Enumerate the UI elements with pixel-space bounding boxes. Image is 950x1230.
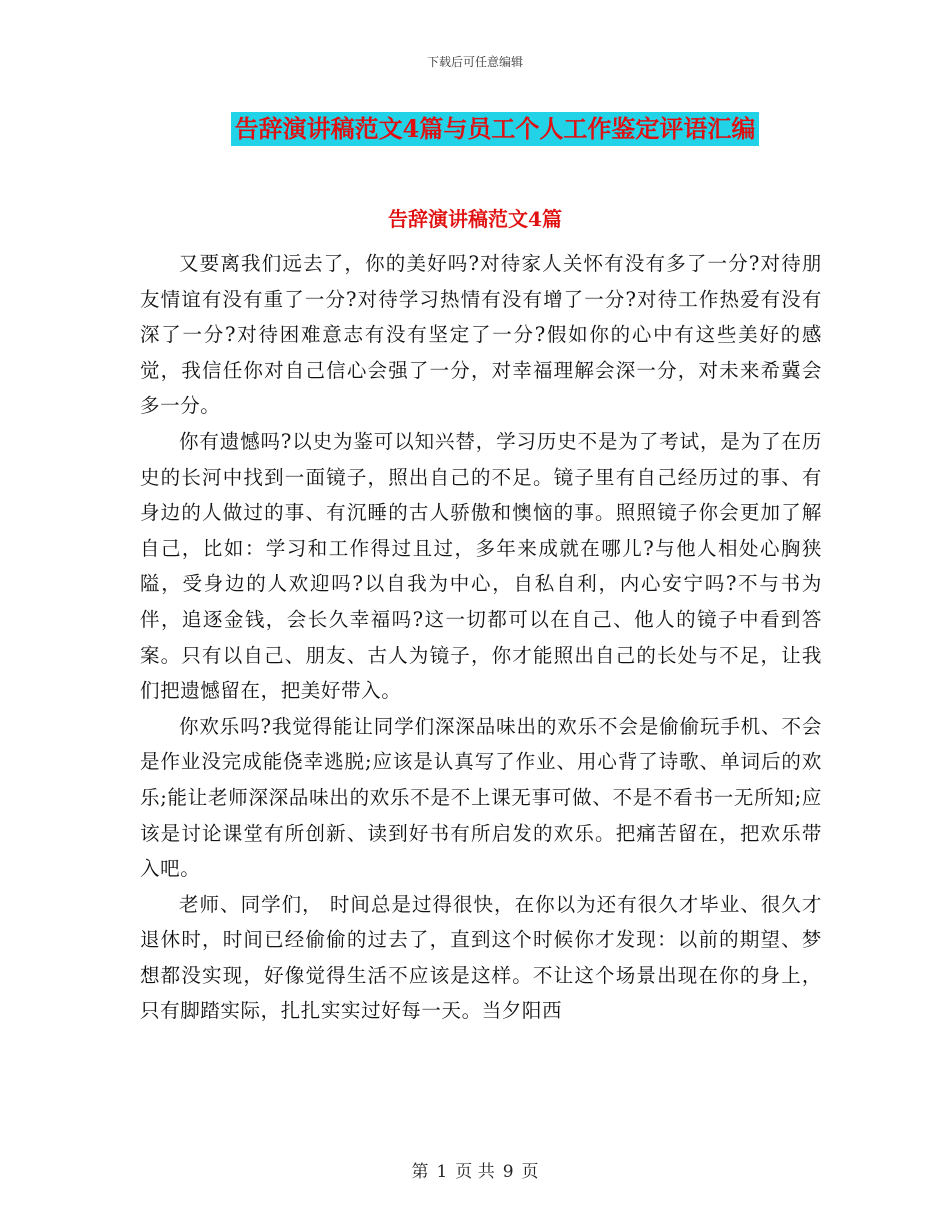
paragraph-4: 老师、同学们， 时间总是过得很快，在你以为还有很久才毕业、很久才退休时，时间已经偷偷的过去了，直到这个时候你才发现：以前的期望、梦想都没实现，好像觉得生活不应该是这样。不让这个场景出现在你的身上，只有脚踏实际，扎扎实实过好每一天。当夕阳西 bbox=[140, 892, 822, 1023]
article-body bbox=[140, 246, 822, 1029]
footer-suffix: 页 bbox=[521, 1162, 539, 1182]
paragraph-1: 又要离我们远去了，你的美好吗?对待家人关怀有没有多了一分?对待朋友情谊有没有重了一分?对待学习热情有没有增了一分?对待工作热爱有没有深了一分?对待困难意志有没有坚定了一分?假如你的心中有这些美好的感觉，我信任你对自己信心会强了一分，对幸福理解会深一分，对未来希冀会多一分。 bbox=[140, 252, 822, 418]
footer-page-number: 1 bbox=[436, 1162, 448, 1182]
main-title-container bbox=[0, 112, 950, 146]
footer-prefix: 第 bbox=[411, 1162, 429, 1182]
footer-total-pages: 9 bbox=[502, 1162, 514, 1182]
section-title: 告辞演讲稿范文4篇 bbox=[388, 207, 562, 231]
document-main-title: 告辞演讲稿范文4篇与员工个人工作鉴定评语汇编 bbox=[231, 112, 760, 146]
header-note: 下载后可任意编辑 bbox=[426, 55, 523, 69]
footer-middle: 页 共 bbox=[455, 1162, 495, 1182]
page-footer bbox=[0, 1157, 950, 1182]
paragraph-3: 你欢乐吗?我觉得能让同学们深深品味出的欢乐不会是偷偷玩手机、不会是作业没完成能侥幸逃脱;应该是认真写了作业、用心背了诗歌、单词后的欢乐;能让老师深深品味出的欢乐不是不上课无事可做、不是不看书一无所知;应该是讨论课堂有所创新、读到好书有所启发的欢乐。把痛苦留在，把欢乐带入吧。 bbox=[140, 714, 822, 881]
paragraph-2: 你有遗憾吗?以史为鉴可以知兴替，学习历史不是为了考试，是为了在历史的长河中找到一面镜子，照出自己的不足。镜子里有自己经历过的事、有身边的人做过的事、有沉睡的古人骄傲和懊恼的事。照照镜子你会更加了解自己，比如：学习和工作得过且过，多年来成就在哪儿?与他人相处心胸狭隘，受身边的人欢迎吗?以自我为中心，自私自利，内心安宁吗?不与书为伴，追逐金钱，会长久幸福吗?这一切都可以在自己、他人的镜子中看到答案。只有以自己、朋友、古人为镜子，你才能照出自己的长处与不足，让我们把遗憾留在，把美好带入。 bbox=[140, 429, 822, 703]
